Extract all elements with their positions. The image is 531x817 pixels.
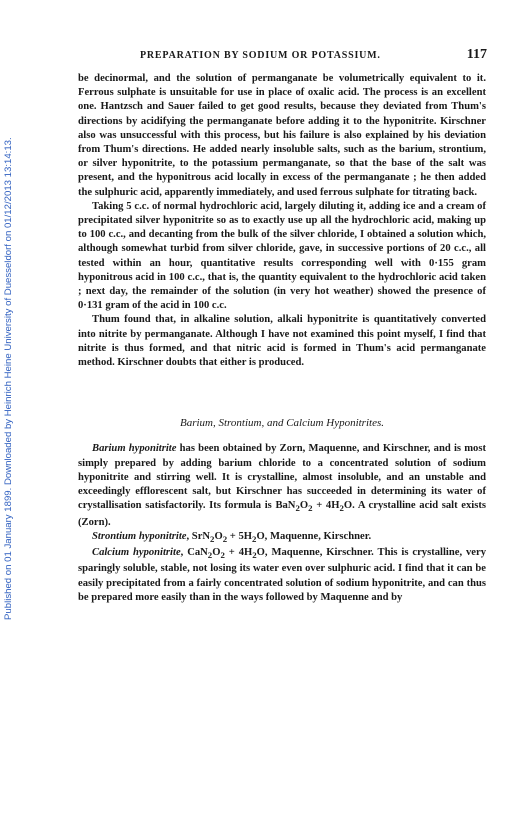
download-watermark <box>3 40 17 620</box>
section-title: Barium, Strontium, and Calcium Hyponitrites. <box>179 417 384 430</box>
calcium-name: Calcium hyponitrite <box>92 547 181 559</box>
page-header <box>140 47 487 63</box>
paragraph-2: Taking 5 c.c. of normal hydrochloric acid, largely diluting it, adding ice and a cream of precipitated silver hyponitrite so as to exactly use up all the hydrochloric acid, making up to 100 c.c., and decanting from the bulk of the silver chloride, I obtained a solution which, although somewhat turbid from silver chloride, gave, in successive portions of 20 c.c., all tested within an hour, quantitative results corresponding well with 0·155 gram hyponitrous acid in 100 c.c., that is, the quantity equivalent to the hydrochloric acid taken ; next day, the remainder of the solution (in very hot weather) showed the presence of 0·131 gram of the acid in 100 c.c. <box>78 200 486 312</box>
page-body <box>78 72 486 605</box>
download-watermark-text: Published on 01 January 1899. Downloaded by Heinrich Heine University of Duesseldorf on 01/12/2013 13:14:13. <box>3 137 14 620</box>
strontium-paragraph: Strontium hyponitrite, $SrN_2O_2 + 5H_2O$, Maquenne, Kirschner. <box>92 530 372 544</box>
page-number: 117 <box>466 47 487 62</box>
barium-paragraph: Barium hyponitrite has been obtained by Zorn, Maquenne, and Kirschner, and is most simply prepared by adding barium chloride to a concentrated solution of sodium hyponitrite and stirring well. It is crystalline, almost insoluble, and an unstable and exceedingly efflorescent salt, but Kirschner has succeeded in determining its water of crystallisation satisfactorily. Its formula is $BaN_2O_2 + 4H_2O$. A crystalline acid salt exists (Zorn). <box>78 443 487 528</box>
calcium-paragraph: Calcium hyponitrite, $CaN_2O_2 + 4H_2O$, Maquenne, Kirschner. This is crystalline, very sparingly soluble, stable, not losing its water even over sulphuric acid. I find that it can be easily precipitated from a fairly concentrated solution of sodium hyponitrite, and can thus be prepared more easily than in the ways followed by Maquenne and by <box>78 547 486 603</box>
strontium-name: Strontium hyponitrite <box>92 530 187 542</box>
barium-name: Barium hyponitrite <box>92 443 177 455</box>
running-head: PREPARATION BY SODIUM OR POTASSIUM. <box>140 50 381 61</box>
paragraph-1: be decinormal, and the solution of permanganate be volumetrically equivalent to it. Ferrous sulphate is unsuitable for use in place of oxalic acid. The process is an excellent one. Hantzsch and Sauer failed to get good results, because they deviated from Thum's directions by acidifying the permanganate before adding it to the hyponitrite. Kirschner also was unsuccessful with this process, but his failure is also explained by his deviation from Thum's directions. He added nearly insoluble salts, such as the barium, strontium, or silver hyponitrite, to the potassium permanganate, so that the base of the salt was present, and the hyponitrous acid locally in excess of the permanganate ; he then added the sulphuric acid, apparently immediately, and used ferrous sulphate for titrating back. <box>78 73 486 198</box>
paragraph-3: Thum found that, in alkaline solution, alkali hyponitrite is quantitatively converted into nitrite by permanganate. Although I have not examined this point myself, I find that nitrite is thus formed, and that nitric acid is formed in Thum's acid permanganate method. Kirschner doubts that either is produced. <box>78 314 486 369</box>
